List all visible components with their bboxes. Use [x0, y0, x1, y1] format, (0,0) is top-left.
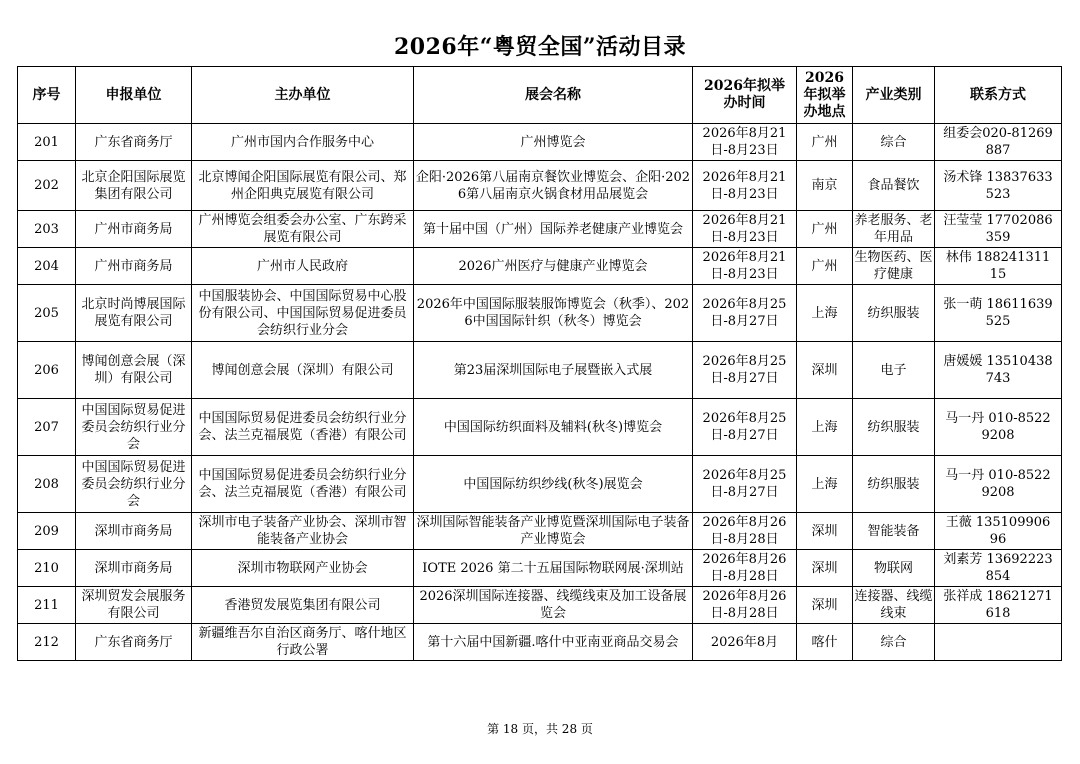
- table-cell: 中国国际贸易促进委员会纺织行业分会: [76, 456, 192, 513]
- table-cell: 广州博览会: [414, 124, 693, 161]
- table-cell: 博闻创意会展（深圳）有限公司: [192, 342, 414, 399]
- table-cell: 唐媛媛 13510438743: [935, 342, 1062, 399]
- table-cell: 广州: [797, 248, 853, 285]
- table-cell: 林伟 18824131115: [935, 248, 1062, 285]
- table-cell: IOTE 2026 第二十五届国际物联网展·深圳站: [414, 550, 693, 587]
- table-row: [18, 624, 1062, 661]
- table-cell: 北京博闻企阳国际展览有限公司、郑州企阳典克展览有限公司: [192, 161, 414, 211]
- table-cell: 马一丹 010-85229208: [935, 456, 1062, 513]
- table-row: [18, 248, 1062, 285]
- table-cell: 北京时尚博展国际展览有限公司: [76, 285, 192, 342]
- table-cell: 汤术锋 13837633523: [935, 161, 1062, 211]
- table-cell: 上海: [797, 399, 853, 456]
- table-cell: 202: [18, 161, 76, 211]
- page-number: 第 18 页，共 28 页: [487, 722, 593, 736]
- page-title: 2026年“粤贸全国”活动目录: [393, 34, 687, 60]
- header-cell: 2026年拟举办时间: [693, 67, 797, 124]
- table-cell: 深圳: [797, 587, 853, 624]
- header-cell: 2026年拟举办地点: [797, 67, 853, 124]
- header-cell: 主办单位: [192, 67, 414, 124]
- table-cell: 中国国际贸易促进委员会纺织行业分会、法兰克福展览（香港）有限公司: [192, 399, 414, 456]
- table-cell: 广东省商务厅: [76, 124, 192, 161]
- table-row: [18, 513, 1062, 550]
- table-cell: 211: [18, 587, 76, 624]
- table-cell: 张一萌 18611639525: [935, 285, 1062, 342]
- table-cell: 2026年8月21日-8月23日: [693, 211, 797, 248]
- table-row: [18, 399, 1062, 456]
- table-cell: 纺织服装: [853, 399, 935, 456]
- table-row: [18, 342, 1062, 399]
- table-row: [18, 285, 1062, 342]
- table-cell: 纺织服装: [853, 285, 935, 342]
- table-cell: 北京企阳国际展览集团有限公司: [76, 161, 192, 211]
- table-cell: 南京: [797, 161, 853, 211]
- table-cell: 张祥成 18621271618: [935, 587, 1062, 624]
- table-cell: 企阳·2026第八届南京餐饮业博览会、企阳·2026第八届南京火锅食材用品展览会: [414, 161, 693, 211]
- table-cell: 2026年8月21日-8月23日: [693, 124, 797, 161]
- header-cell: 产业类别: [853, 67, 935, 124]
- table-cell: 2026年8月21日-8月23日: [693, 248, 797, 285]
- table-cell: 广州市国内合作服务中心: [192, 124, 414, 161]
- table-cell: 深圳: [797, 342, 853, 399]
- table-cell: 210: [18, 550, 76, 587]
- table-cell: 第十六届中国新疆.喀什中亚南亚商品交易会: [414, 624, 693, 661]
- table-cell: 组委会020-81269887: [935, 124, 1062, 161]
- table-cell: 王薇 13510990696: [935, 513, 1062, 550]
- table-cell: 综合: [853, 124, 935, 161]
- table-cell: 深圳市物联网产业协会: [192, 550, 414, 587]
- table-cell: 2026年8月25日-8月27日: [693, 285, 797, 342]
- table-cell: 深圳国际智能装备产业博览暨深圳国际电子装备产业博览会: [414, 513, 693, 550]
- table-cell: 中国国际纺织纱线(秋冬)展览会: [414, 456, 693, 513]
- table-cell: 广东省商务厅: [76, 624, 192, 661]
- table-cell: 204: [18, 248, 76, 285]
- table-cell: 刘素芳 13692223854: [935, 550, 1062, 587]
- table-cell: 2026年8月25日-8月27日: [693, 342, 797, 399]
- header-cell: 序号: [18, 67, 76, 124]
- table-cell: 2026年中国国际服装服饰博览会（秋季）、2026中国国际针织（秋冬）博览会: [414, 285, 693, 342]
- table-cell: 208: [18, 456, 76, 513]
- table-cell: 2026年8月25日-8月27日: [693, 399, 797, 456]
- table-cell: 连接器、线缆线束: [853, 587, 935, 624]
- table-row: [18, 550, 1062, 587]
- table-cell: 广州市商务局: [76, 211, 192, 248]
- table-cell: 纺织服装: [853, 456, 935, 513]
- table-row: [18, 124, 1062, 161]
- table-cell: 2026深圳国际连接器、线缆线束及加工设备展览会: [414, 587, 693, 624]
- table-cell: 广州博览会组委会办公室、广东跨采展览有限公司: [192, 211, 414, 248]
- table-cell: 上海: [797, 285, 853, 342]
- table-cell: 中国国际纺织面料及辅料(秋冬)博览会: [414, 399, 693, 456]
- table-cell: 2026年8月26日-8月28日: [693, 550, 797, 587]
- table-cell: 喀什: [797, 624, 853, 661]
- table-row: [18, 587, 1062, 624]
- table-cell: 2026年8月21日-8月23日: [693, 161, 797, 211]
- table-cell: 深圳: [797, 513, 853, 550]
- table-cell: 养老服务、老年用品: [853, 211, 935, 248]
- header-cell: 展会名称: [414, 67, 693, 124]
- table-cell: 深圳: [797, 550, 853, 587]
- table-cell: 2026年8月26日-8月28日: [693, 513, 797, 550]
- table-cell: 中国服装协会、中国国际贸易中心股份有限公司、中国国际贸易促进委员会纺织行业分会: [192, 285, 414, 342]
- table-cell: [935, 624, 1062, 661]
- table-cell: 广州市人民政府: [192, 248, 414, 285]
- table-cell: 中国国际贸易促进委员会纺织行业分会、法兰克福展览（香港）有限公司: [192, 456, 414, 513]
- table-cell: 201: [18, 124, 76, 161]
- table-cell: 智能装备: [853, 513, 935, 550]
- table-cell: 212: [18, 624, 76, 661]
- table-body: [18, 124, 1062, 661]
- table-cell: 206: [18, 342, 76, 399]
- table-cell: 205: [18, 285, 76, 342]
- table-cell: 物联网: [853, 550, 935, 587]
- table-cell: 2026年8月: [693, 624, 797, 661]
- table-cell: 深圳市商务局: [76, 513, 192, 550]
- table-cell: 广州市商务局: [76, 248, 192, 285]
- table-row: [18, 211, 1062, 248]
- header-cell: 联系方式: [935, 67, 1062, 124]
- events-table: [17, 66, 1062, 661]
- table-cell: 第23届深圳国际电子展暨嵌入式展: [414, 342, 693, 399]
- table-cell: 生物医药、医疗健康: [853, 248, 935, 285]
- table-row: [18, 456, 1062, 513]
- table-cell: 综合: [853, 624, 935, 661]
- table-cell: 马一丹 010-85229208: [935, 399, 1062, 456]
- table-cell: 食品餐饮: [853, 161, 935, 211]
- table-cell: 中国国际贸易促进委员会纺织行业分会: [76, 399, 192, 456]
- table-cell: 汪莹莹 17702086359: [935, 211, 1062, 248]
- table-cell: 深圳市电子装备产业协会、深圳市智能装备产业协会: [192, 513, 414, 550]
- table-cell: 2026广州医疗与健康产业博览会: [414, 248, 693, 285]
- table-cell: 香港贸发展览集团有限公司: [192, 587, 414, 624]
- table-cell: 203: [18, 211, 76, 248]
- table-cell: 博闻创意会展（深圳）有限公司: [76, 342, 192, 399]
- table-row: [18, 161, 1062, 211]
- table-cell: 2026年8月26日-8月28日: [693, 587, 797, 624]
- header-cell: 申报单位: [76, 67, 192, 124]
- table-cell: 广州: [797, 211, 853, 248]
- table-cell: 广州: [797, 124, 853, 161]
- table-cell: 深圳市商务局: [76, 550, 192, 587]
- table-cell: 上海: [797, 456, 853, 513]
- table-header-row: [18, 67, 1062, 124]
- table-cell: 第十届中国（广州）国际养老健康产业博览会: [414, 211, 693, 248]
- table-cell: 207: [18, 399, 76, 456]
- table-cell: 209: [18, 513, 76, 550]
- table-cell: 深圳贸发会展服务有限公司: [76, 587, 192, 624]
- table-cell: 新疆维吾尔自治区商务厅、喀什地区行政公署: [192, 624, 414, 661]
- table-cell: 电子: [853, 342, 935, 399]
- table-cell: 2026年8月25日-8月27日: [693, 456, 797, 513]
